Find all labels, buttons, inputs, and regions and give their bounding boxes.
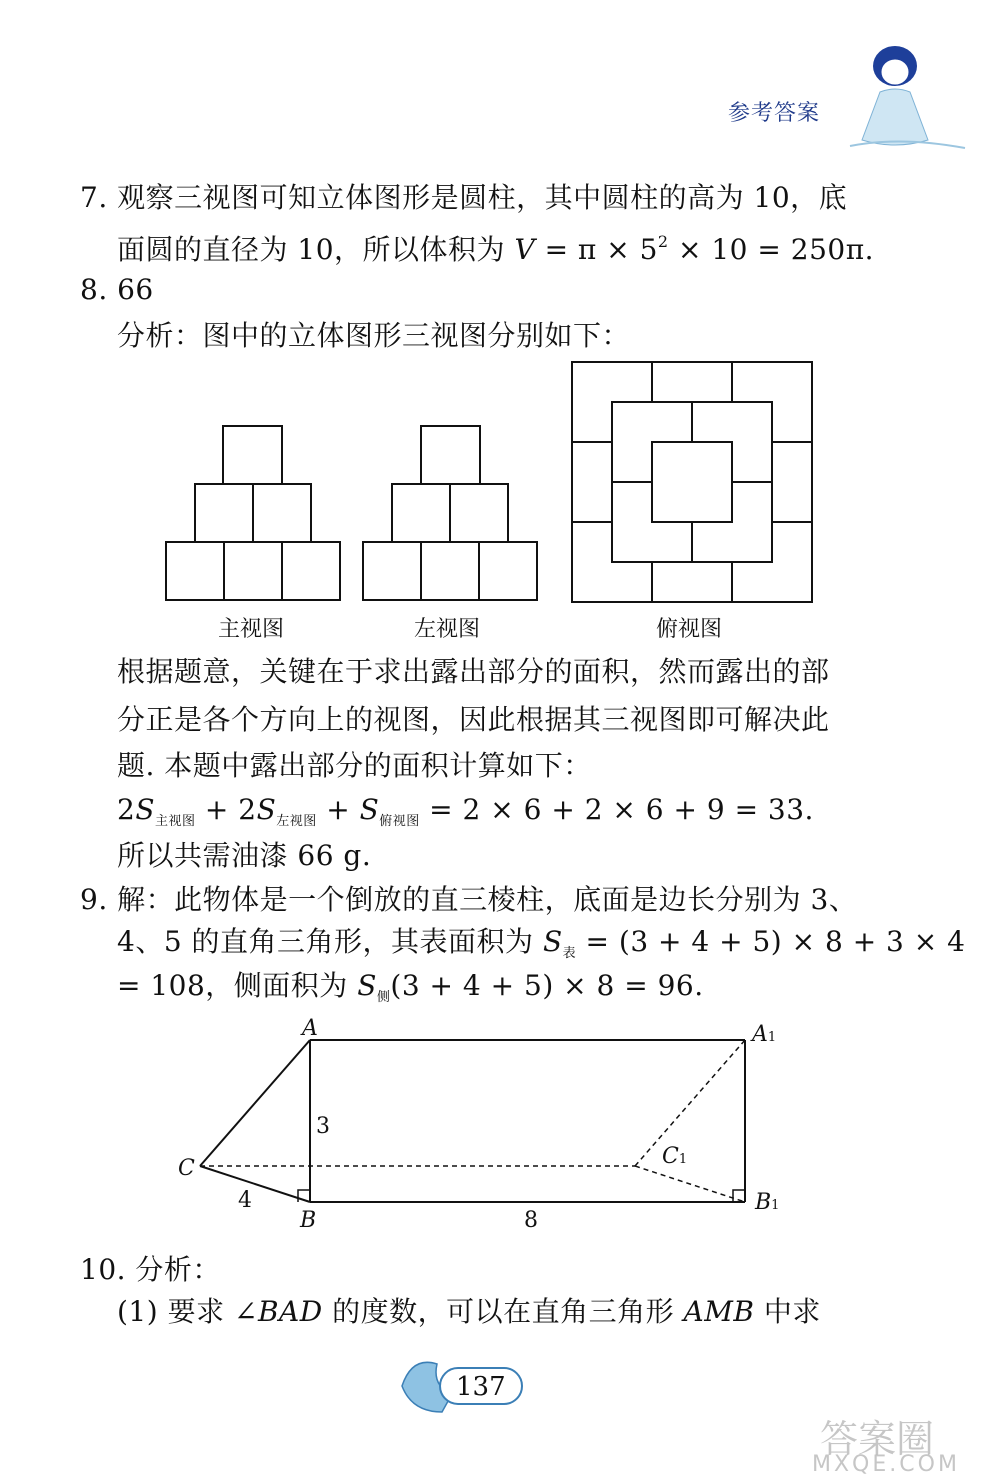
- header-label: 参考答案: [728, 101, 821, 126]
- three-view-figures: [160, 356, 820, 608]
- q10-line1: (1) 要求 ∠BAD 的度数，可以在直角三角形 AMB 中求: [117, 1295, 821, 1328]
- watermark-logo: 答案圈: [820, 1417, 935, 1461]
- q8-conclusion: 所以共需油漆 66 g.: [117, 839, 372, 872]
- q10-title: 10. 分析：: [80, 1253, 221, 1286]
- label-length-3: 3: [316, 1114, 330, 1139]
- q8-text1: 根据题意，关键在于求出露出部分的面积，然而露出的部: [117, 655, 830, 688]
- page-number: 137: [456, 1372, 506, 1402]
- q7-line1: 7. 观察三视图可知立体图形是圆柱，其中圆柱的高为 10，底: [80, 181, 848, 214]
- prism-figure: [0, 1000, 1000, 1240]
- watermark-url: MXQE.COM: [812, 1452, 960, 1477]
- q8-text2: 分正是各个方向上的视图，因此根据其三视图即可解决此: [117, 703, 830, 736]
- label-A: A: [302, 1016, 318, 1041]
- q7-line2: 面圆的直径为 10，所以体积为 $V = \pi \times 5^2 \times 10 = 250\pi$.: [117, 232, 875, 266]
- q8-formula: $2S_{主视图} + 2S_{左视图} + S_{俯视图} = 2 \times 6 + 2 \times 6 + 9 = 33$.: [117, 793, 814, 829]
- label-A1: A1: [752, 1022, 777, 1047]
- label-length-4: 4: [238, 1188, 252, 1213]
- caption-front-view: 主视图: [218, 617, 285, 642]
- label-C: C: [178, 1156, 195, 1181]
- left-view: [363, 426, 537, 600]
- q8-answer: 8. 66: [80, 273, 154, 306]
- label-B: B: [300, 1208, 317, 1233]
- front-view: [166, 426, 340, 600]
- q9-line1: 9. 解：此物体是一个倒放的直三棱柱，底面是边长分别为 3、: [80, 883, 858, 916]
- top-view: [572, 362, 812, 602]
- caption-top-view: 俯视图: [656, 617, 723, 642]
- label-B1: B1: [755, 1190, 780, 1215]
- q8-analysis: 分析：图中的立体图形三视图分别如下：: [117, 319, 631, 352]
- q9-line2: 4、5 的直角三角形，其表面积为 $S_表 = (3 + 4 + 5) \times 8 + 3 \times 4$: [117, 925, 966, 961]
- header-girl-illustration: [840, 28, 990, 158]
- q8-text3: 题. 本题中露出部分的面积计算如下：: [117, 749, 592, 782]
- label-length-8: 8: [524, 1208, 538, 1233]
- label-C1: C1: [662, 1144, 688, 1169]
- caption-left-view: 左视图: [414, 617, 481, 642]
- q9-line3: = 108，侧面积为 $S_侧(3 + 4 + 5) \times 8 = 96$.: [117, 969, 704, 1005]
